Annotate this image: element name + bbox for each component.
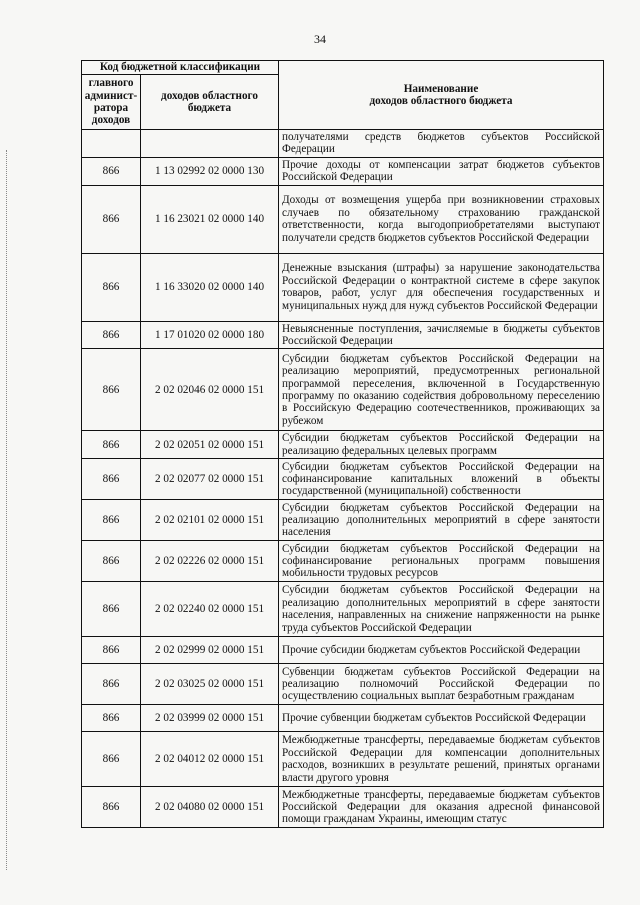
income-code-cell: 2 02 02101 02 0000 151 (141, 500, 279, 541)
admin-code-cell (82, 130, 141, 158)
table-row (82, 500, 604, 541)
admin-code-cell: 866 (82, 582, 141, 637)
income-name-cell: Субсидии бюджетам субъектов Российской Федерации на софинансирование региональных программ повышения мобильности трудовых ресурсов (279, 541, 604, 582)
header-income-line: бюджета (187, 102, 232, 114)
table-header (82, 61, 604, 130)
table-row (82, 185, 604, 253)
income-name-cell: Межбюджетные трансферты, передаваемые бюджетам субъектов Российской Федерации для оказания адресной финансовой помощи гражданам Украины, имеющим статус (279, 787, 604, 828)
income-name-cell: Субвенции бюджетам субъектов Российской Федерации на реализацию полномочий Российской Федерации по осуществлению социальных выплат безработным гражданам (279, 664, 604, 705)
income-name-cell: Доходы от возмещения ущерба при возникновении страховых случаев по обязательному страхованию гражданской ответственности, когда выгодоприобретателями выступают получатели средств бюджетов субъектов Российской Федерации (279, 185, 604, 253)
table-body (82, 130, 604, 828)
income-code-cell: 2 02 03025 02 0000 151 (141, 664, 279, 705)
income-name-cell: Субсидии бюджетам субъектов Российской Федерации на реализацию федеральных целевых программ (279, 431, 604, 459)
income-code-cell: 2 02 04080 02 0000 151 (141, 787, 279, 828)
header-admin-line: доходов (91, 114, 131, 127)
budget-classification-table (81, 60, 604, 828)
income-code-cell: 2 02 03999 02 0000 151 (141, 705, 279, 732)
admin-code-cell: 866 (82, 459, 141, 500)
admin-code-cell: 866 (82, 664, 141, 705)
income-name-cell: Межбюджетные трансферты, передаваемые бюджетам субъектов Российской Федерации для компенсации дополнительных расходов, возникших в результате решений, принятых органами власти другого уровня (279, 732, 604, 787)
income-code-cell: 2 02 02226 02 0000 151 (141, 541, 279, 582)
table-row (82, 253, 604, 321)
header-name-column (279, 61, 604, 130)
header-admin-line: ратора (93, 102, 129, 114)
header-income-line: доходов областного (161, 89, 258, 102)
admin-code-cell: 866 (82, 431, 141, 459)
admin-code-cell: 866 (82, 321, 141, 349)
income-code-cell: 2 02 02046 02 0000 151 (141, 349, 279, 431)
header-income-code-column (141, 75, 279, 130)
table-row (82, 637, 604, 664)
table-row (82, 787, 604, 828)
income-code-cell: 2 02 02999 02 0000 151 (141, 637, 279, 664)
table-row (82, 541, 604, 582)
admin-code-cell: 866 (82, 732, 141, 787)
income-name-cell: Субсидии бюджетам субъектов Российской Федерации на реализацию дополнительных мероприятий в сфере занятости населения (279, 500, 604, 541)
income-name-cell: Прочие доходы от компенсации затрат бюджетов субъектов Российской Федерации (279, 157, 604, 185)
income-name-cell: Субсидии бюджетам субъектов Российской Федерации на реализацию мероприятий, предусмотренных региональной программой переселения, включенной в Государственную программу по оказанию содействия добровольному переселению в Российскую Федерацию соотечественников, проживающих за рубежом (279, 349, 604, 431)
admin-code-cell: 866 (82, 157, 141, 185)
table-row (82, 431, 604, 459)
income-name-cell: Прочие субсидии бюджетам субъектов Российской Федерации (279, 637, 604, 664)
table-row (82, 582, 604, 637)
admin-code-cell: 866 (82, 787, 141, 828)
admin-code-cell: 866 (82, 500, 141, 541)
income-code-cell (141, 130, 279, 158)
page-number: 34 (314, 32, 326, 46)
income-name-cell: Субсидии бюджетам субъектов Российской Федерации на софинансирование капитальных вложений в объекты государственной (муниципальной) собственности (279, 459, 604, 500)
header-name-line-1: Наименование (403, 82, 479, 95)
header-admin-column (82, 75, 141, 130)
admin-code-cell: 866 (82, 253, 141, 321)
income-code-cell: 2 02 02240 02 0000 151 (141, 582, 279, 637)
income-code-cell: 1 13 02992 02 0000 130 (141, 157, 279, 185)
income-code-cell: 1 17 01020 02 0000 180 (141, 321, 279, 349)
admin-code-cell: 866 (82, 541, 141, 582)
income-name-cell: получателями средств бюджетов субъектов Российской Федерации (279, 130, 604, 158)
income-code-cell: 2 02 02051 02 0000 151 (141, 431, 279, 459)
income-name-cell: Денежные взыскания (штрафы) за нарушение законодательства Российской Федерации о контрактной системе в сфере закупок товаров, работ, услуг для обеспечения государственных и муниципальных нужд для нужд субъектов Российской Федерации (279, 253, 604, 321)
admin-code-cell: 866 (82, 185, 141, 253)
table-row (82, 130, 604, 158)
table-row (82, 157, 604, 185)
header-admin-line: админист- (84, 89, 138, 102)
admin-code-cell: 866 (82, 705, 141, 732)
header-name-line-2: доходов областного бюджета (369, 95, 513, 107)
income-name-cell: Субсидии бюджетам субъектов Российской Федерации на реализацию дополнительных мероприятий в сфере занятости населения, направленных на снижение напряженности на рынке труда субъектов Российской Федерации (279, 582, 604, 637)
table-row (82, 349, 604, 431)
income-code-cell: 2 02 04012 02 0000 151 (141, 732, 279, 787)
scan-edge-artifact (6, 150, 11, 870)
header-admin-line: главного (88, 77, 134, 90)
table-row (82, 732, 604, 787)
income-code-cell: 1 16 23021 02 0000 140 (141, 185, 279, 253)
income-name-cell: Невыясненные поступления, зачисляемые в бюджеты субъектов Российской Федерации (279, 321, 604, 349)
header-group-budget-code: Код бюджетной классификации (82, 61, 279, 75)
table-row (82, 459, 604, 500)
table-row (82, 705, 604, 732)
admin-code-cell: 866 (82, 349, 141, 431)
income-code-cell: 2 02 02077 02 0000 151 (141, 459, 279, 500)
table-row (82, 664, 604, 705)
income-code-cell: 1 16 33020 02 0000 140 (141, 253, 279, 321)
income-name-cell: Прочие субвенции бюджетам субъектов Российской Федерации (279, 705, 604, 732)
admin-code-cell: 866 (82, 637, 141, 664)
table-row (82, 321, 604, 349)
